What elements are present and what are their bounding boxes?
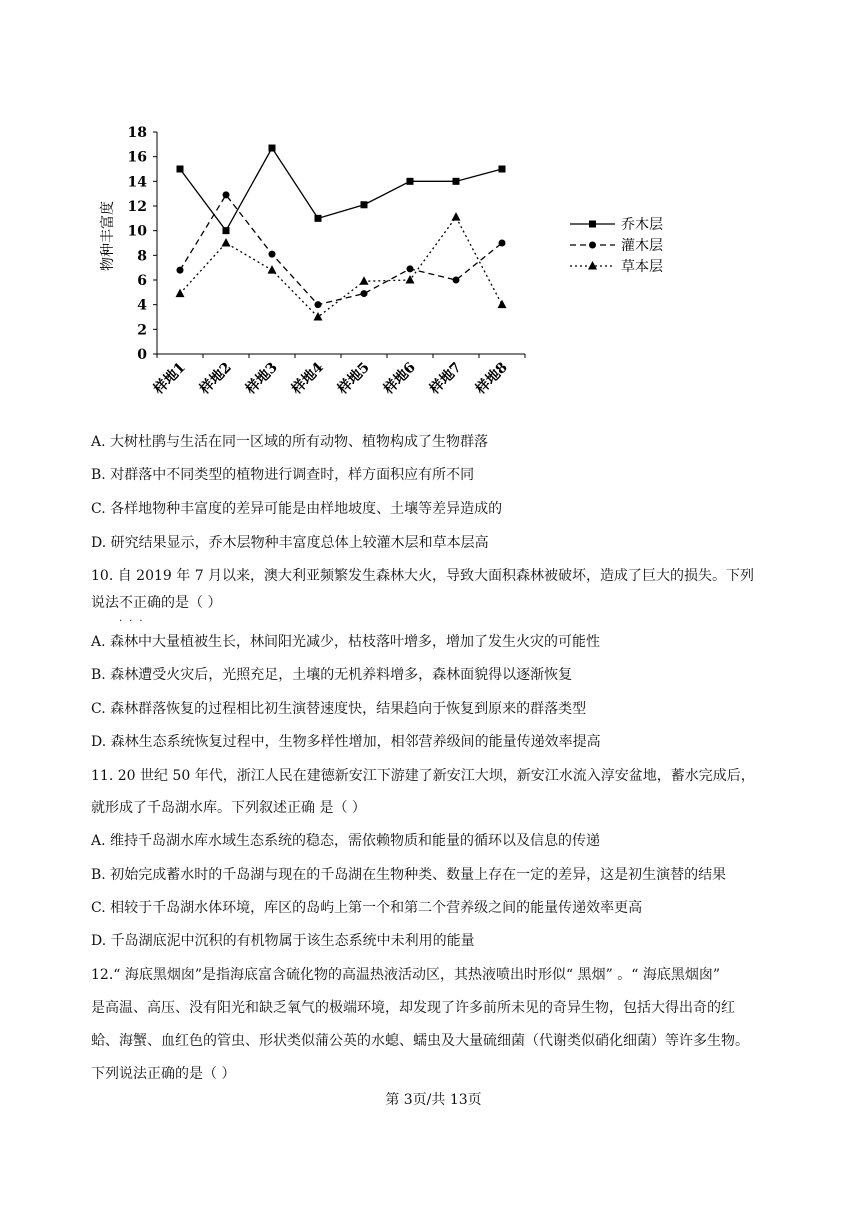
data-point bbox=[314, 312, 323, 321]
data-point bbox=[498, 300, 507, 309]
page-footer: 第 3页/共 13页 bbox=[385, 1092, 482, 1108]
y-tick-label: 6 bbox=[137, 273, 147, 289]
data-point bbox=[407, 178, 414, 185]
q11-option-b: B. 初始完成蓄水时的千岛湖与现在的千岛湖在生物种类、数量上存在一定的差异，这是初生演替的结果 bbox=[91, 867, 727, 883]
q10-stem-pre: 说法 bbox=[91, 595, 119, 611]
q12-stem-line3: 蛤、海蟹、血红色的管虫、形状类似蒲公英的水螅、蠕虫及大量硫细菌（代谢类似硝化细菌）等许多生物。 bbox=[91, 1033, 749, 1049]
x-tick-label: 样地4 bbox=[288, 359, 327, 398]
q9-option-d: D. 研究结果显示，乔木层物种丰富度总体上较灌木层和草本层高 bbox=[91, 535, 489, 551]
q9-option-a: A. 大树杜鹃与生活在同一区域的所有动物、植物构成了生物群落 bbox=[91, 434, 489, 450]
q11-option-d: D. 千岛湖底泥中沉积的有机物属于该生态系统中未利用的能量 bbox=[91, 933, 475, 949]
q10-option-c: C. 森林群落恢复的过程相比初生演替速度快，结果趋向于恢复到原来的群落类型 bbox=[91, 701, 587, 717]
q12-stem-line1: 12.“ 海底黑烟囱”是指海底富含硫化物的高温热液活动区，其热液喷出时形似“ 黑烟” 。“ 海底黑烟囱” bbox=[91, 967, 721, 983]
y-tick-label: 10 bbox=[127, 223, 147, 240]
chart-series bbox=[176, 145, 507, 321]
x-tick-labels bbox=[149, 359, 510, 399]
data-point bbox=[407, 265, 414, 272]
legend-label: 草本层 bbox=[621, 259, 663, 275]
q10-option-b: B. 森林遭受火灾后，光照充足，土壤的无机养料增多，森林面貌得以逐渐恢复 bbox=[91, 667, 573, 683]
chart-legend bbox=[570, 216, 663, 275]
q9-option-b: B. 对群落中不同类型的植物进行调查时，样方面积应有所不同 bbox=[91, 467, 475, 483]
y-tick-label: 0 bbox=[137, 347, 147, 363]
q10-stem-line2 bbox=[91, 594, 222, 627]
y-tick-label: 2 bbox=[137, 322, 147, 339]
species-richness-chart bbox=[95, 118, 695, 418]
data-point bbox=[177, 166, 184, 173]
data-point bbox=[452, 212, 461, 221]
data-point bbox=[453, 178, 460, 185]
x-tick-label: 样地7 bbox=[426, 359, 465, 398]
data-point bbox=[268, 265, 277, 274]
x-tick-label: 样地5 bbox=[334, 359, 373, 398]
data-point bbox=[360, 276, 369, 285]
chart-axes bbox=[153, 132, 525, 358]
data-point bbox=[589, 242, 596, 249]
x-tick-label: 样地1 bbox=[150, 359, 189, 398]
data-point bbox=[315, 301, 322, 308]
series-1 bbox=[177, 145, 506, 235]
q10-stem-emphasis: 不正确 ··· bbox=[119, 595, 161, 627]
y-axis-label: 物种丰富度 bbox=[100, 201, 116, 271]
q12-stem-line4: 下列说法正确的是（ ） bbox=[91, 1066, 236, 1082]
q9-option-c: C. 各样地物种丰富度的差异可能是由样地坡度、土壤等差异造成的 bbox=[91, 501, 503, 517]
x-tick-label: 样地6 bbox=[380, 359, 419, 398]
q10-stem-line1: 10. 自 2019 年 7 月以来，澳大利亚频繁发生森林大火，导致大面积森林被破坏，造成了巨大的损失。下列 bbox=[91, 568, 755, 584]
legend-label: 乔木层 bbox=[621, 217, 663, 233]
q10-option-a: A. 森林中大量植被生长，林间阳光减少，枯枝落叶增多，增加了发生火灾的可能性 bbox=[91, 634, 601, 650]
data-point bbox=[499, 240, 506, 247]
y-tick-label: 18 bbox=[127, 125, 147, 141]
q11-stem-line1: 11. 20 世纪 50 年代，浙江人民在建德新安江下游建了新安江大坝，新安江水流入淳安盆地，蓄水完成后， bbox=[91, 768, 755, 784]
data-point bbox=[589, 221, 596, 228]
y-tick-label: 14 bbox=[127, 174, 147, 191]
q10-stem-post: 的是（ ） bbox=[161, 595, 222, 611]
data-point bbox=[222, 238, 231, 247]
q11-option-c: C. 相较于千岛湖水体环境，库区的岛屿上第一个和第二个营养级之间的能量传递效率更高 bbox=[91, 900, 643, 916]
data-point bbox=[315, 215, 322, 222]
data-point bbox=[177, 267, 184, 274]
data-point bbox=[361, 201, 368, 208]
y-tick-labels bbox=[128, 125, 148, 363]
y-tick-label: 12 bbox=[127, 199, 147, 215]
series-2 bbox=[177, 191, 506, 308]
q10-option-d: D. 森林生态系统恢复过程中，生物多样性增加，相邻营养级间的能量传递效率提高 bbox=[91, 734, 601, 750]
data-point bbox=[223, 191, 230, 198]
data-point bbox=[361, 290, 368, 297]
y-tick-label: 8 bbox=[137, 248, 147, 265]
q11-option-a: A. 维持千岛湖水库水域生态系统的稳态，需依赖物质和能量的循环以及信息的传递 bbox=[91, 833, 601, 849]
x-tick-label: 样地3 bbox=[242, 359, 281, 398]
data-point bbox=[453, 277, 460, 284]
y-tick-label: 16 bbox=[127, 149, 147, 166]
x-tick-label: 样地8 bbox=[472, 359, 511, 398]
q11-stem-line2: 就形成了千岛湖水库。下列叙述正确 是（ ） bbox=[91, 800, 366, 816]
data-point bbox=[269, 251, 276, 258]
data-point bbox=[269, 145, 276, 152]
q12-stem-line2: 是高温、高压、没有阳光和缺乏氧气的极端环境，却发现了许多前所未见的奇异生物，包括大得出奇的红 bbox=[91, 1000, 735, 1016]
y-tick-label: 4 bbox=[137, 297, 147, 314]
data-point bbox=[499, 166, 506, 173]
x-tick-label: 样地2 bbox=[196, 359, 235, 398]
legend-label: 灌木层 bbox=[621, 238, 663, 254]
data-point bbox=[176, 289, 185, 298]
data-point bbox=[588, 261, 597, 270]
data-point bbox=[223, 227, 230, 234]
